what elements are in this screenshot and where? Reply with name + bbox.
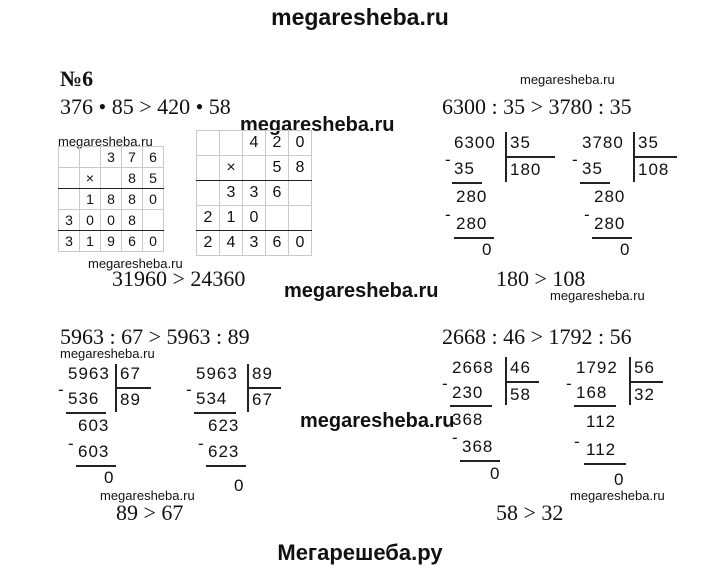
grid-cell: 9 bbox=[101, 231, 122, 252]
watermark: megaresheba.ru bbox=[240, 114, 395, 136]
grid-cell: 0 bbox=[143, 189, 164, 210]
watermark: megaresheba.ru bbox=[60, 346, 155, 361]
grid-cell: 3 bbox=[243, 181, 266, 206]
q1-multiplication-grid-a bbox=[58, 146, 164, 252]
grid-cell bbox=[143, 210, 164, 231]
final-remainder: 0 bbox=[482, 240, 493, 259]
minus-sign: - bbox=[566, 374, 573, 393]
grid-cell: 0 bbox=[101, 210, 122, 231]
grid-cell: 1 bbox=[80, 231, 101, 252]
minus-sign: - bbox=[58, 380, 65, 399]
subtrahend: 368 bbox=[462, 437, 494, 456]
grid-cell bbox=[59, 189, 80, 210]
subtrahend: 112 bbox=[586, 440, 617, 459]
remainder-line: 603 bbox=[78, 416, 110, 435]
remainder-line: 623 bbox=[208, 416, 240, 435]
minus-sign: - bbox=[198, 434, 205, 453]
dividend: 5963 bbox=[68, 364, 110, 383]
watermark: megaresheba.ru bbox=[520, 72, 615, 87]
q3-expression: 5963 : 67 > 5963 : 89 bbox=[60, 324, 250, 349]
grid-cell: 3 bbox=[243, 231, 266, 256]
problem-number: №6 bbox=[60, 66, 94, 91]
remainder-line: 368 bbox=[452, 410, 484, 429]
grid-cell: 0 bbox=[289, 231, 312, 256]
quotient: 180 bbox=[510, 160, 542, 179]
subtrahend: 536 bbox=[68, 389, 100, 408]
grid-cell: 0 bbox=[80, 210, 101, 231]
divisor: 35 bbox=[638, 133, 659, 152]
grid-cell: 5 bbox=[266, 156, 289, 181]
grid-cell bbox=[80, 147, 101, 168]
grid-cell: 0 bbox=[243, 206, 266, 231]
grid-cell: 3 bbox=[101, 147, 122, 168]
remainder-line: 280 bbox=[594, 187, 626, 206]
grid-cell bbox=[101, 168, 122, 189]
dividend: 2668 bbox=[452, 358, 494, 377]
subtrahend: 35 bbox=[454, 159, 475, 178]
divisor: 46 bbox=[510, 358, 531, 377]
grid-cell: × bbox=[220, 156, 243, 181]
grid-cell: 6 bbox=[266, 181, 289, 206]
grid-cell bbox=[197, 156, 220, 181]
grid-cell bbox=[243, 156, 266, 181]
grid-cell: 2 bbox=[197, 206, 220, 231]
quotient: 89 bbox=[120, 390, 141, 409]
q1-expression: 376 • 85 > 420 • 58 bbox=[60, 94, 231, 119]
subtrahend: 35 bbox=[582, 159, 603, 178]
subtrahend: 280 bbox=[456, 214, 488, 233]
final-remainder: 0 bbox=[490, 464, 501, 483]
grid-cell bbox=[289, 206, 312, 231]
grid-cell: 1 bbox=[220, 206, 243, 231]
grid-cell bbox=[266, 206, 289, 231]
subtrahend: 230 bbox=[452, 383, 484, 402]
subtrahend: 534 bbox=[196, 389, 228, 408]
grid-cell bbox=[59, 168, 80, 189]
final-remainder: 0 bbox=[614, 470, 625, 489]
grid-cell bbox=[197, 181, 220, 206]
grid-cell: 8 bbox=[289, 156, 312, 181]
site-footer: Мегарешеба.ру bbox=[277, 540, 443, 565]
grid-cell: 1 bbox=[80, 189, 101, 210]
subtrahend: 623 bbox=[208, 442, 240, 461]
grid-cell bbox=[220, 131, 243, 156]
grid-cell: 0 bbox=[289, 131, 312, 156]
grid-cell: 8 bbox=[101, 189, 122, 210]
grid-cell: 3 bbox=[59, 210, 80, 231]
grid-cell: 2 bbox=[266, 131, 289, 156]
grid-cell: 4 bbox=[220, 231, 243, 256]
grid-cell: 3 bbox=[59, 231, 80, 252]
dividend: 3780 bbox=[582, 133, 624, 152]
grid-cell bbox=[197, 131, 220, 156]
final-remainder: 0 bbox=[234, 476, 245, 495]
minus-sign: - bbox=[186, 380, 193, 399]
watermark: megaresheba.ru bbox=[58, 134, 153, 149]
minus-sign: - bbox=[452, 428, 459, 447]
divisor: 89 bbox=[252, 364, 273, 383]
watermark: megaresheba.ru bbox=[284, 280, 439, 302]
dividend: 6300 bbox=[454, 133, 496, 152]
site-header: megaresheba.ru bbox=[271, 4, 449, 30]
grid-cell: 8 bbox=[122, 168, 143, 189]
grid-cell: 5 bbox=[143, 168, 164, 189]
subtrahend: 280 bbox=[594, 214, 626, 233]
minus-sign: - bbox=[584, 205, 591, 224]
grid-cell: 0 bbox=[143, 231, 164, 252]
divisor: 35 bbox=[510, 133, 531, 152]
quotient: 67 bbox=[252, 390, 273, 409]
q1-result: 31960 > 24360 bbox=[112, 266, 246, 291]
grid-cell: 6 bbox=[122, 231, 143, 252]
minus-sign: - bbox=[68, 434, 75, 453]
grid-cell: 7 bbox=[122, 147, 143, 168]
quotient: 108 bbox=[638, 160, 670, 179]
final-remainder: 0 bbox=[620, 240, 631, 259]
q2-expression: 6300 : 35 > 3780 : 35 bbox=[442, 94, 632, 119]
grid-cell: 8 bbox=[122, 210, 143, 231]
q1-multiplication-grid-b bbox=[196, 130, 312, 256]
minus-sign: - bbox=[572, 150, 579, 169]
q4-result: 58 > 32 bbox=[496, 500, 564, 525]
watermark: megaresheba.ru bbox=[570, 488, 665, 503]
q3-result: 89 > 67 bbox=[116, 500, 184, 525]
divisor: 56 bbox=[634, 358, 655, 377]
grid-cell: 2 bbox=[197, 231, 220, 256]
q2-result: 180 > 108 bbox=[496, 266, 586, 291]
minus-sign: - bbox=[442, 374, 449, 393]
minus-sign: - bbox=[445, 150, 452, 169]
grid-cell: 6 bbox=[143, 147, 164, 168]
grid-cell: 4 bbox=[243, 131, 266, 156]
grid-cell bbox=[59, 147, 80, 168]
subtrahend: 603 bbox=[78, 442, 110, 461]
dividend: 5963 bbox=[196, 364, 238, 383]
watermark: megaresheba.ru bbox=[88, 256, 183, 271]
grid-cell: 6 bbox=[266, 231, 289, 256]
minus-sign: - bbox=[445, 205, 452, 224]
grid-cell: 3 bbox=[220, 181, 243, 206]
watermark: megaresheba.ru bbox=[100, 488, 195, 503]
subtrahend: 168 bbox=[576, 383, 608, 402]
quotient: 58 bbox=[510, 385, 531, 404]
minus-sign: - bbox=[574, 432, 581, 451]
watermark: megaresheba.ru bbox=[550, 288, 645, 303]
grid-cell bbox=[289, 181, 312, 206]
final-remainder: 0 bbox=[104, 468, 115, 487]
remainder-line: 280 bbox=[456, 187, 488, 206]
grid-cell: × bbox=[80, 168, 101, 189]
remainder-line: 112 bbox=[586, 412, 617, 431]
dividend: 1792 bbox=[576, 358, 618, 377]
watermark: megaresheba.ru bbox=[300, 410, 455, 432]
q4-expression: 2668 : 46 > 1792 : 56 bbox=[442, 324, 632, 349]
divisor: 67 bbox=[120, 364, 141, 383]
quotient: 32 bbox=[634, 385, 655, 404]
grid-cell: 8 bbox=[122, 189, 143, 210]
